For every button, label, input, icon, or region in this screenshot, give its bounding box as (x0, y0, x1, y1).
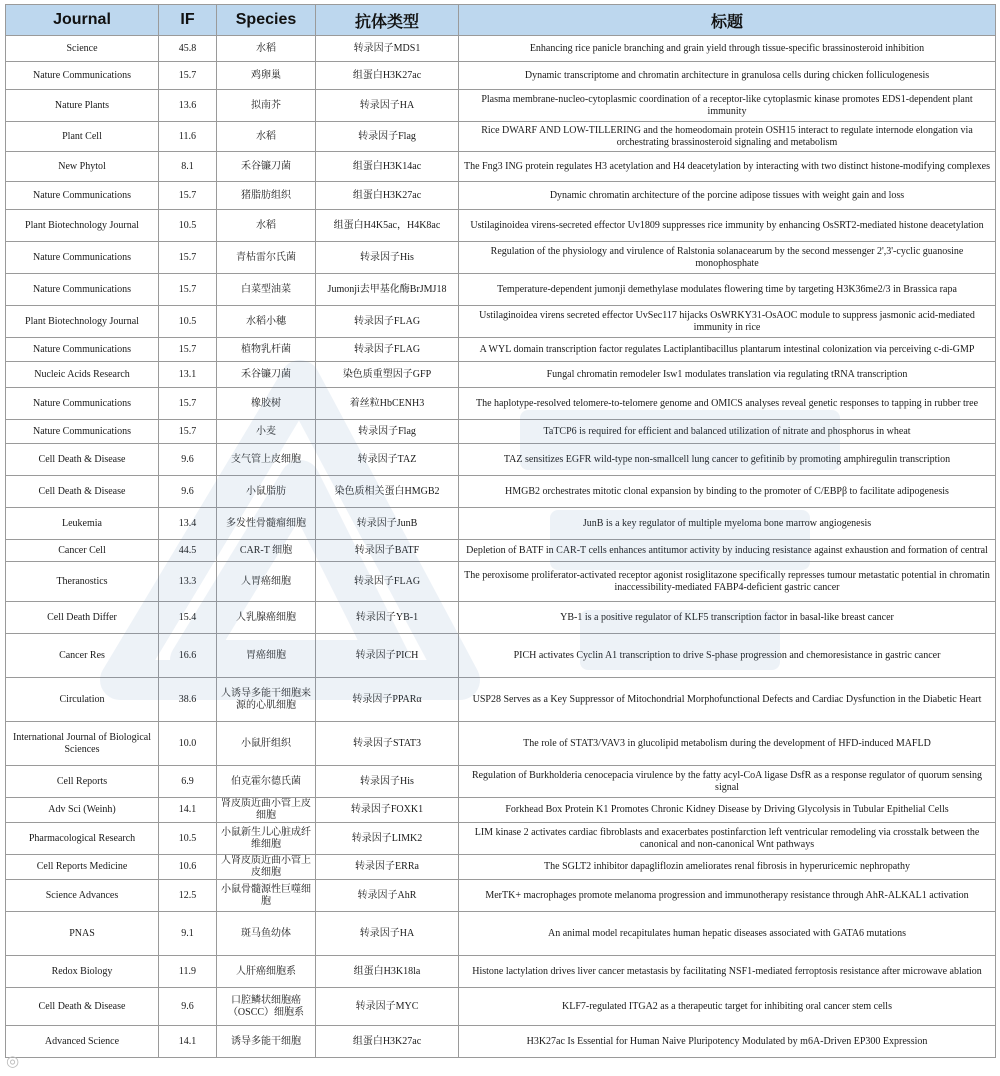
table-row (6, 242, 996, 274)
cell-if: 13.4 (159, 508, 217, 540)
cell-title: MerTK+ macrophages promote melanoma progression and immunotherapy resistance through AhR-ALKAL1 activation (459, 880, 996, 912)
cell-antibody: 转录因子FLAG (316, 338, 459, 362)
cell-if: 16.6 (159, 634, 217, 678)
cell-antibody: 组蛋白H3K14ac (316, 152, 459, 182)
table-row (6, 678, 996, 722)
cell-journal: Plant Biotechnology Journal (6, 306, 159, 338)
cell-if: 10.0 (159, 722, 217, 766)
cell-species: 猪脂肪组织 (217, 182, 316, 210)
cell-journal: Cell Death & Disease (6, 476, 159, 508)
cell-journal: Science (6, 36, 159, 62)
header-antibody: 抗体类型 (316, 5, 459, 36)
cell-species: 青枯雷尔氏菌 (217, 242, 316, 274)
cell-if: 15.7 (159, 182, 217, 210)
cell-title: Depletion of BATF in CAR-T cells enhances antitumor activity by inducing resistance against exhaustion and formation of central (459, 540, 996, 562)
table-row (6, 722, 996, 766)
cell-species: 人诱导多能干细胞来源的心肌细胞 (217, 678, 316, 722)
cell-title: Fungal chromatin remodeler Isw1 modulates translation via regulating tRNA transcription (459, 362, 996, 388)
table-row (6, 182, 996, 210)
header-title: 标题 (459, 5, 996, 36)
cell-title: Plasma membrane-nucleo-cytoplasmic coordination of a receptor-like cytoplasmic kinase promotes EDS1-dependent plant immunity (459, 90, 996, 122)
cell-title: H3K27ac Is Essential for Human Naive Pluripotency Modulated by m6A-Driven EP300 Expression (459, 1026, 996, 1058)
cell-title: KLF7-regulated ITGA2 as a therapeutic target for inhibiting oral cancer stem cells (459, 988, 996, 1026)
cell-antibody: 转录因子FOXK1 (316, 798, 459, 823)
cell-species: 鸡卵巢 (217, 62, 316, 90)
cell-title: USP28 Serves as a Key Suppressor of Mitochondrial Morphofunctional Defects and Cardiac Dysfunction in the Diabetic Heart (459, 678, 996, 722)
table-row (6, 562, 996, 602)
cell-species: 小鼠脂肪 (217, 476, 316, 508)
cell-species: 小鼠肝组织 (217, 722, 316, 766)
cell-antibody: 转录因子LIMK2 (316, 823, 459, 855)
cell-species: 人胃癌细胞 (217, 562, 316, 602)
cell-title: YB-1 is a positive regulator of KLF5 transcription factor in basal-like breast cancer (459, 602, 996, 634)
table-row (6, 274, 996, 306)
cell-antibody: 转录因子STAT3 (316, 722, 459, 766)
table-row (6, 988, 996, 1026)
cell-antibody: 转录因子TAZ (316, 444, 459, 476)
table-row (6, 388, 996, 420)
cell-title: HMGB2 orchestrates mitotic clonal expansion by binding to the promoter of C/EBPβ to facilitate adipogenesis (459, 476, 996, 508)
cell-journal: Leukemia (6, 508, 159, 540)
cell-if: 13.3 (159, 562, 217, 602)
cell-journal: Nature Communications (6, 274, 159, 306)
cell-if: 15.7 (159, 338, 217, 362)
cell-if: 15.7 (159, 388, 217, 420)
table-row (6, 210, 996, 242)
cell-antibody: 转录因子HA (316, 90, 459, 122)
cell-antibody: 转录因子JunB (316, 508, 459, 540)
cell-species: 胃癌细胞 (217, 634, 316, 678)
cell-species: 支气管上皮细胞 (217, 444, 316, 476)
cell-journal: Cell Reports Medicine (6, 855, 159, 880)
cell-antibody: 转录因子MYC (316, 988, 459, 1026)
cell-journal: Nature Communications (6, 388, 159, 420)
table-row (6, 362, 996, 388)
cell-species: 植物乳杆菌 (217, 338, 316, 362)
cell-journal: Cancer Cell (6, 540, 159, 562)
cell-if: 10.5 (159, 210, 217, 242)
cell-antibody: 组蛋白H3K27ac (316, 62, 459, 90)
cell-if: 15.7 (159, 274, 217, 306)
cell-if: 10.5 (159, 306, 217, 338)
cell-antibody: 染色质重塑因子GFP (316, 362, 459, 388)
cell-if: 10.6 (159, 855, 217, 880)
table-row (6, 36, 996, 62)
cell-species: 禾谷镰刀菌 (217, 152, 316, 182)
cell-journal: Cell Death Differ (6, 602, 159, 634)
cell-title: The Fng3 ING protein regulates H3 acetylation and H4 deacetylation by interacting with two distinct histone-modifying complexes (459, 152, 996, 182)
cell-antibody: 转录因子FLAG (316, 306, 459, 338)
cell-if: 12.5 (159, 880, 217, 912)
cell-title: The SGLT2 inhibitor dapagliflozin ameliorates renal fibrosis in hyperuricemic nephropathy (459, 855, 996, 880)
cell-if: 13.6 (159, 90, 217, 122)
cell-title: Temperature-dependent jumonji demethylase modulates flowering time by targeting H3K36me2/3 in Brassica rapa (459, 274, 996, 306)
cell-journal: International Journal of Biological Sciences (6, 722, 159, 766)
cell-title: TaTCP6 is required for efficient and balanced utilization of nitrate and phosphorus in wheat (459, 420, 996, 444)
table-row (6, 444, 996, 476)
table-row (6, 122, 996, 152)
cell-journal: Nature Plants (6, 90, 159, 122)
cell-journal: Redox Biology (6, 956, 159, 988)
cell-title: Histone lactylation drives liver cancer metastasis by facilitating NSF1-mediated ferroptosis resistance after microwave ablation (459, 956, 996, 988)
cell-antibody: Jumonji去甲基化酶BrJMJ18 (316, 274, 459, 306)
cell-if: 9.6 (159, 444, 217, 476)
cell-antibody: 染色质相关蛋白HMGB2 (316, 476, 459, 508)
cell-species: 禾谷镰刀菌 (217, 362, 316, 388)
table-row (6, 90, 996, 122)
cell-antibody: 组蛋白H3K18la (316, 956, 459, 988)
cell-title: Ustilaginoidea virens-secreted effector Uv1809 suppresses rice immunity by enhancing OsSRT2-mediated histone deacetylation (459, 210, 996, 242)
cell-antibody: 转录因子HA (316, 912, 459, 956)
table-row (6, 855, 996, 880)
cell-journal: Nature Communications (6, 62, 159, 90)
table-row (6, 62, 996, 90)
cell-species: 伯克霍尔德氏菌 (217, 766, 316, 798)
header-if: IF (159, 5, 217, 36)
cell-title: An animal model recapitulates human hepatic diseases associated with GATA6 mutations (459, 912, 996, 956)
table-row (6, 766, 996, 798)
publications-table (5, 4, 996, 1058)
cell-antibody: 转录因子BATF (316, 540, 459, 562)
cell-species: 小鼠骨髓源性巨噬细胞 (217, 880, 316, 912)
cell-title: LIM kinase 2 activates cardiac fibroblasts and exacerbates postinfarction left ventricular remodeling via crosstalk between the canonical and non-canonical Wnt pathways (459, 823, 996, 855)
cell-journal: Nature Communications (6, 420, 159, 444)
cell-journal: Theranostics (6, 562, 159, 602)
cell-journal: Cell Death & Disease (6, 988, 159, 1026)
cell-journal: Adv Sci (Weinh) (6, 798, 159, 823)
table-row (6, 823, 996, 855)
cell-species: 肾皮质近曲小管上皮细胞 (217, 798, 316, 823)
cell-if: 8.1 (159, 152, 217, 182)
cell-species: 小鼠新生儿心脏成纤维细胞 (217, 823, 316, 855)
cell-species: 小麦 (217, 420, 316, 444)
cell-species: CAR-T 细胞 (217, 540, 316, 562)
cell-journal: New Phytol (6, 152, 159, 182)
cell-journal: Cell Reports (6, 766, 159, 798)
cell-species: 水稻 (217, 36, 316, 62)
cell-title: Ustilaginoidea virens secreted effector UvSec117 hijacks OsWRKY31-OsAOC module to suppress jasmonic acid-mediated immunity in rice (459, 306, 996, 338)
cell-antibody: 转录因子PICH (316, 634, 459, 678)
cell-if: 45.8 (159, 36, 217, 62)
cell-journal: Nature Communications (6, 338, 159, 362)
cell-title: Enhancing rice panicle branching and grain yield through tissue-specific brassinosteroid inhibition (459, 36, 996, 62)
cell-journal: Cancer Res (6, 634, 159, 678)
cell-antibody: 组蛋白H3K27ac (316, 1026, 459, 1058)
cell-if: 13.1 (159, 362, 217, 388)
cell-journal: Nature Communications (6, 242, 159, 274)
cell-title: PICH activates Cyclin A1 transcription to drive S-phase progression and chemoresistance in gastric cancer (459, 634, 996, 678)
cell-species: 水稻 (217, 210, 316, 242)
cell-antibody: 转录因子Flag (316, 420, 459, 444)
cell-species: 拟南芥 (217, 90, 316, 122)
cell-journal: Advanced Science (6, 1026, 159, 1058)
cell-species: 人肾皮质近曲小管上皮细胞 (217, 855, 316, 880)
cell-species: 口腔鳞状细胞癌（OSCC）细胞系 (217, 988, 316, 1026)
cell-journal: Cell Death & Disease (6, 444, 159, 476)
cell-journal: Pharmacological Research (6, 823, 159, 855)
table-row (6, 508, 996, 540)
cell-title: Regulation of Burkholderia cenocepacia virulence by the fatty acyl-CoA ligase DsfR as a response regulator of quorum sensing signal (459, 766, 996, 798)
cell-antibody: 组蛋白H4K5ac，H4K8ac (316, 210, 459, 242)
cell-if: 15.4 (159, 602, 217, 634)
table-body (6, 36, 996, 1058)
cell-journal: Nature Communications (6, 182, 159, 210)
table-row (6, 602, 996, 634)
cell-if: 15.7 (159, 420, 217, 444)
cell-title: Forkhead Box Protein K1 Promotes Chronic Kidney Disease by Driving Glycolysis in Tubular Epithelial Cells (459, 798, 996, 823)
cell-if: 44.5 (159, 540, 217, 562)
cell-species: 多发性骨髓瘤细胞 (217, 508, 316, 540)
table-row (6, 1026, 996, 1058)
table-row (6, 634, 996, 678)
table-row (6, 798, 996, 823)
table-row (6, 956, 996, 988)
cell-title: Regulation of the physiology and virulence of Ralstonia solanacearum by the second messenger 2',3'-cyclic guanosine monophosphate (459, 242, 996, 274)
cell-title: Dynamic transcriptome and chromatin architecture in granulosa cells during chicken folliculogenesis (459, 62, 996, 90)
cell-species: 白菜型油菜 (217, 274, 316, 306)
cell-antibody: 转录因子ERRa (316, 855, 459, 880)
table-row (6, 338, 996, 362)
cell-species: 水稻小穗 (217, 306, 316, 338)
cell-journal: PNAS (6, 912, 159, 956)
cell-title: A WYL domain transcription factor regulates Lactiplantibacillus plantarum intestinal colonization via perceiving c-di-GMP (459, 338, 996, 362)
table-row (6, 306, 996, 338)
cell-if: 15.7 (159, 62, 217, 90)
cell-if: 11.6 (159, 122, 217, 152)
cell-journal: Nucleic Acids Research (6, 362, 159, 388)
cell-antibody: 转录因子Flag (316, 122, 459, 152)
table-row (6, 476, 996, 508)
cell-if: 6.9 (159, 766, 217, 798)
cell-species: 人乳腺癌细胞 (217, 602, 316, 634)
table-row (6, 420, 996, 444)
cell-if: 9.6 (159, 476, 217, 508)
table-row (6, 912, 996, 956)
cell-species: 水稻 (217, 122, 316, 152)
cell-if: 10.5 (159, 823, 217, 855)
cell-if: 15.7 (159, 242, 217, 274)
cell-journal: Plant Biotechnology Journal (6, 210, 159, 242)
cell-title: The role of STAT3/VAV3 in glucolipid metabolism during the development of HFD-induced MAFLD (459, 722, 996, 766)
cell-species: 橡胶树 (217, 388, 316, 420)
cell-if: 38.6 (159, 678, 217, 722)
table-row (6, 540, 996, 562)
header-journal: Journal (6, 5, 159, 36)
cell-journal: Circulation (6, 678, 159, 722)
cell-if: 9.6 (159, 988, 217, 1026)
cell-antibody: 转录因子FLAG (316, 562, 459, 602)
cell-if: 14.1 (159, 1026, 217, 1058)
cell-antibody: 转录因子His (316, 242, 459, 274)
cell-journal: Science Advances (6, 880, 159, 912)
cell-antibody: 着丝粒HbCENH3 (316, 388, 459, 420)
cell-species: 人肝癌细胞系 (217, 956, 316, 988)
cell-antibody: 转录因子MDS1 (316, 36, 459, 62)
cell-antibody: 转录因子PPARα (316, 678, 459, 722)
cell-title: JunB is a key regulator of multiple myeloma bone marrow angiogenesis (459, 508, 996, 540)
footer-logo: ◎ (6, 1052, 20, 1070)
cell-title: The peroxisome proliferator-activated receptor agonist rosiglitazone specifically represses tumour metastatic potential in chromatin inaccessibility-mediated FABP4-deficient gastric cancer (459, 562, 996, 602)
cell-title: Rice DWARF AND LOW-TILLERING and the homeodomain protein OSH15 interact to regulate internode elongation via orchestrating brassinosteroid signaling and metabolism (459, 122, 996, 152)
cell-antibody: 转录因子YB-1 (316, 602, 459, 634)
cell-antibody: 组蛋白H3K27ac (316, 182, 459, 210)
table-row (6, 152, 996, 182)
cell-journal: Plant Cell (6, 122, 159, 152)
cell-title: Dynamic chromatin architecture of the porcine adipose tissues with weight gain and loss (459, 182, 996, 210)
cell-antibody: 转录因子His (316, 766, 459, 798)
cell-if: 14.1 (159, 798, 217, 823)
cell-if: 11.9 (159, 956, 217, 988)
table-row (6, 880, 996, 912)
cell-if: 9.1 (159, 912, 217, 956)
cell-antibody: 转录因子AhR (316, 880, 459, 912)
cell-title: TAZ sensitizes EGFR wild-type non-smallcell lung cancer to gefitinib by promoting amphiregulin transcription (459, 444, 996, 476)
cell-species: 斑马鱼幼体 (217, 912, 316, 956)
table-header-row (6, 5, 996, 36)
header-species: Species (217, 5, 316, 36)
cell-title: The haplotype-resolved telomere-to-telomere genome and OMICS analyses reveal genetic responses to tapping in rubber tree (459, 388, 996, 420)
cell-species: 诱导多能干细胞 (217, 1026, 316, 1058)
